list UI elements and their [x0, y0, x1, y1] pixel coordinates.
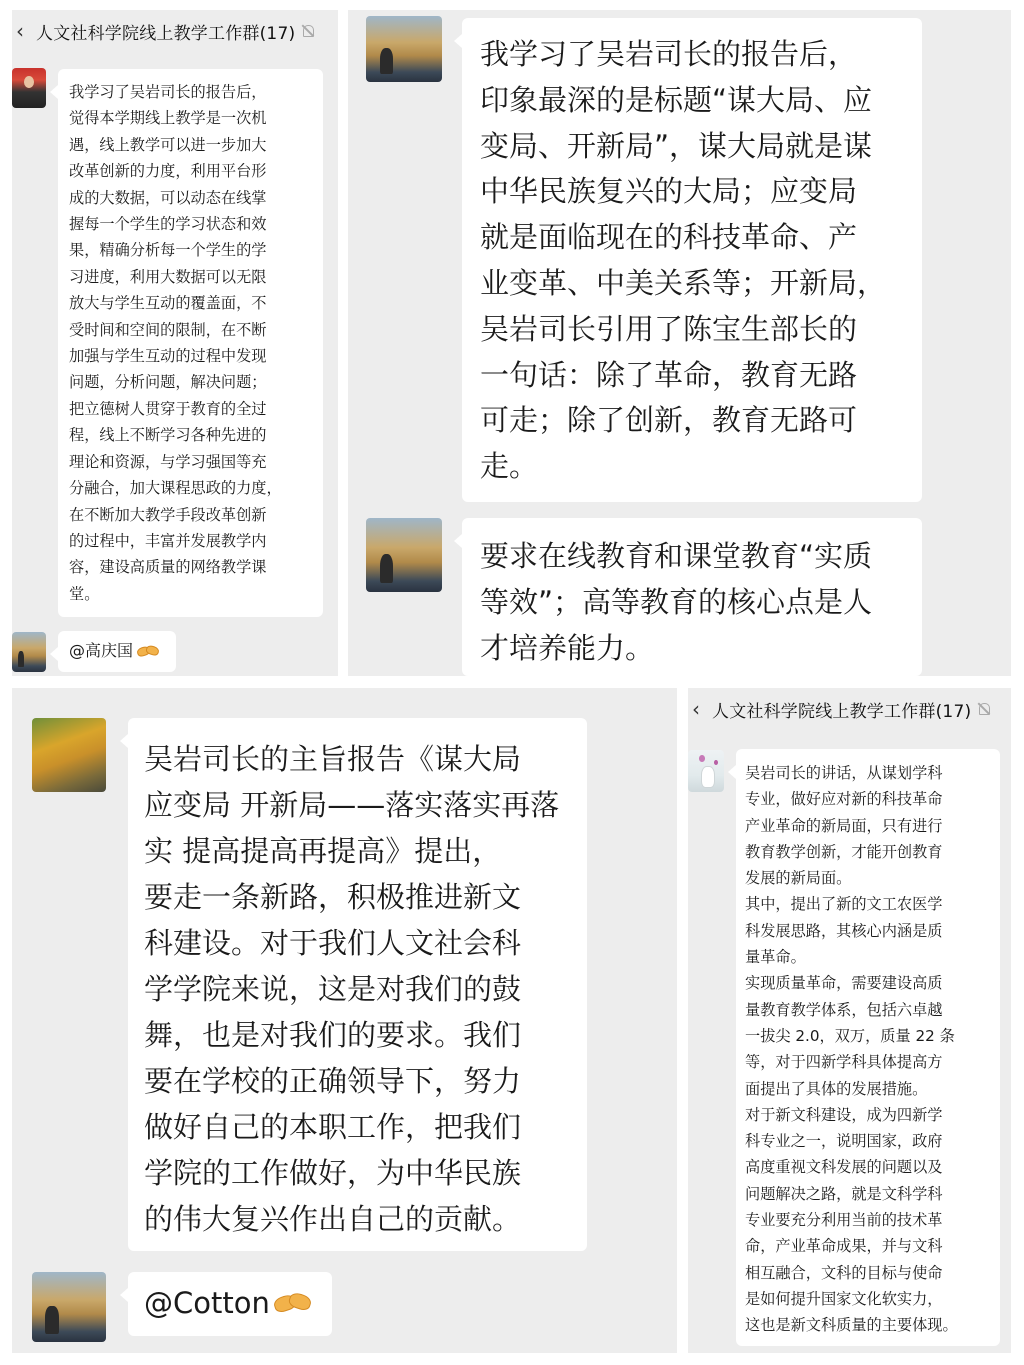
message-bubble[interactable]: [128, 718, 587, 1251]
chat-panel-4: [688, 688, 1011, 1353]
message-text: 我学习了吴岩司长的报告后， 觉得本学期线上教学是一次机 遇，线上教学可以进一步加大 改革创新的力度，利用平台形 成的大数据，可以动态在线掌 握每一个学生的学习状态和效 果，精确分析每一个学生的学 习进度，利用大数据可以无限 放大与学生互动的覆盖面，不 受时间和空间的限制，在不断 加强与学生互动的过程中发现 问题，分析问题，解决问题； 把立德树人贯穿于教育的全过 程，线上不断学习各种先进的 理论和资源，与学习强国等充 分融合，加大课程思政的力度， 在不断加大教学手段改革创新 的过程中，丰富并发展教学内 容，建设高质量的网络教学课 堂。: [69, 83, 282, 603]
message-text: 要求在线教育和课堂教育“实质 等效”；高等教育的核心点是人 才培养能力。: [480, 539, 873, 665]
mention-text: @高庆国: [69, 641, 134, 660]
message-text: 吴岩司长的主旨报告《谋大局 应变局 开新局——落实落实再落 实 提高提高再提高》提出， 要走一条新路，积极推进新文 科建设。对于我们人文社会科 学学院来说，这是对我们的鼓 舞，也是对我们的要求。我们 要在学校的正确领导下，努力 做好自己的本职工作，把我们 学院的工作做好，为中华民族 的伟大复兴作出自己的贡献。: [144, 742, 560, 1236]
chat-panel-1: [12, 10, 338, 676]
message-text: 我学习了吴岩司长的报告后， 印象最深的是标题“谋大局、应 变局、开新局”，谋大局就是谋 中华民族复兴的大局；应变局 就是面临现在的科技革命、产 业变革、中美关系等；开新局， 吴岩司长引用了陈宝生部长的 一句话：除了革命，教育无路 可走；除了创新，教育无路可 走。: [480, 37, 887, 484]
group-title: 人文社科学院线上教学工作群(17): [712, 701, 972, 722]
mention-text: @Cotton: [144, 1286, 270, 1320]
avatar[interactable]: [688, 750, 724, 792]
message-bubble[interactable]: [462, 18, 922, 502]
message-bubble[interactable]: [736, 749, 1000, 1346]
chevron-left-icon[interactable]: ‹: [692, 697, 700, 721]
avatar[interactable]: [366, 518, 442, 592]
message-bubble[interactable]: [462, 518, 922, 676]
chat-header: [12, 10, 338, 52]
avatar[interactable]: [366, 16, 442, 82]
chevron-left-icon[interactable]: ‹: [16, 19, 24, 43]
message-text: 吴岩司长的讲话，从谋划学科 专业，做好应对新的科技革命 产业革命的新局面，只有进行 教育教学创新，才能开创教育 发展的新局面。 其中，提出了新的文工农医学 科发展思路，其核心内涵是质 量革命。 实现质量革命，需要建设高质 量教育教学体系，包括六卓越 一拔尖 2.0，双万，质量 22 条 等，对于四新学科具体提高方 面提出了具体的发展措施。 对于新文科建设，成为四新学 科专业之一，说明国家，政府 高度重视文科发展的问题以及 问题解决之路，就是文科学科 专业要充分利用当前的技术革 命，产业革命成果，并与文科 相互融合，文科的目标与使命 是如何提升国家文化软实力， 这也是新文科质量的主要体现。: [745, 764, 958, 1335]
mention-bubble[interactable]: [58, 631, 176, 672]
avatar[interactable]: [32, 718, 106, 792]
mention-bubble[interactable]: [128, 1272, 332, 1336]
mute-bell-icon: [301, 24, 315, 38]
avatar[interactable]: [32, 1272, 106, 1342]
avatar[interactable]: [12, 632, 46, 672]
handshake-emoji-icon: [274, 1290, 312, 1316]
avatar[interactable]: [12, 68, 46, 108]
chat-panel-2: [348, 10, 1011, 676]
mute-bell-icon: [977, 702, 991, 716]
group-title: 人文社科学院线上教学工作群(17): [36, 23, 296, 44]
message-bubble[interactable]: [58, 69, 323, 617]
handshake-emoji-icon: [137, 644, 159, 658]
chat-header: [688, 688, 1011, 730]
chat-panel-3: [12, 688, 677, 1353]
